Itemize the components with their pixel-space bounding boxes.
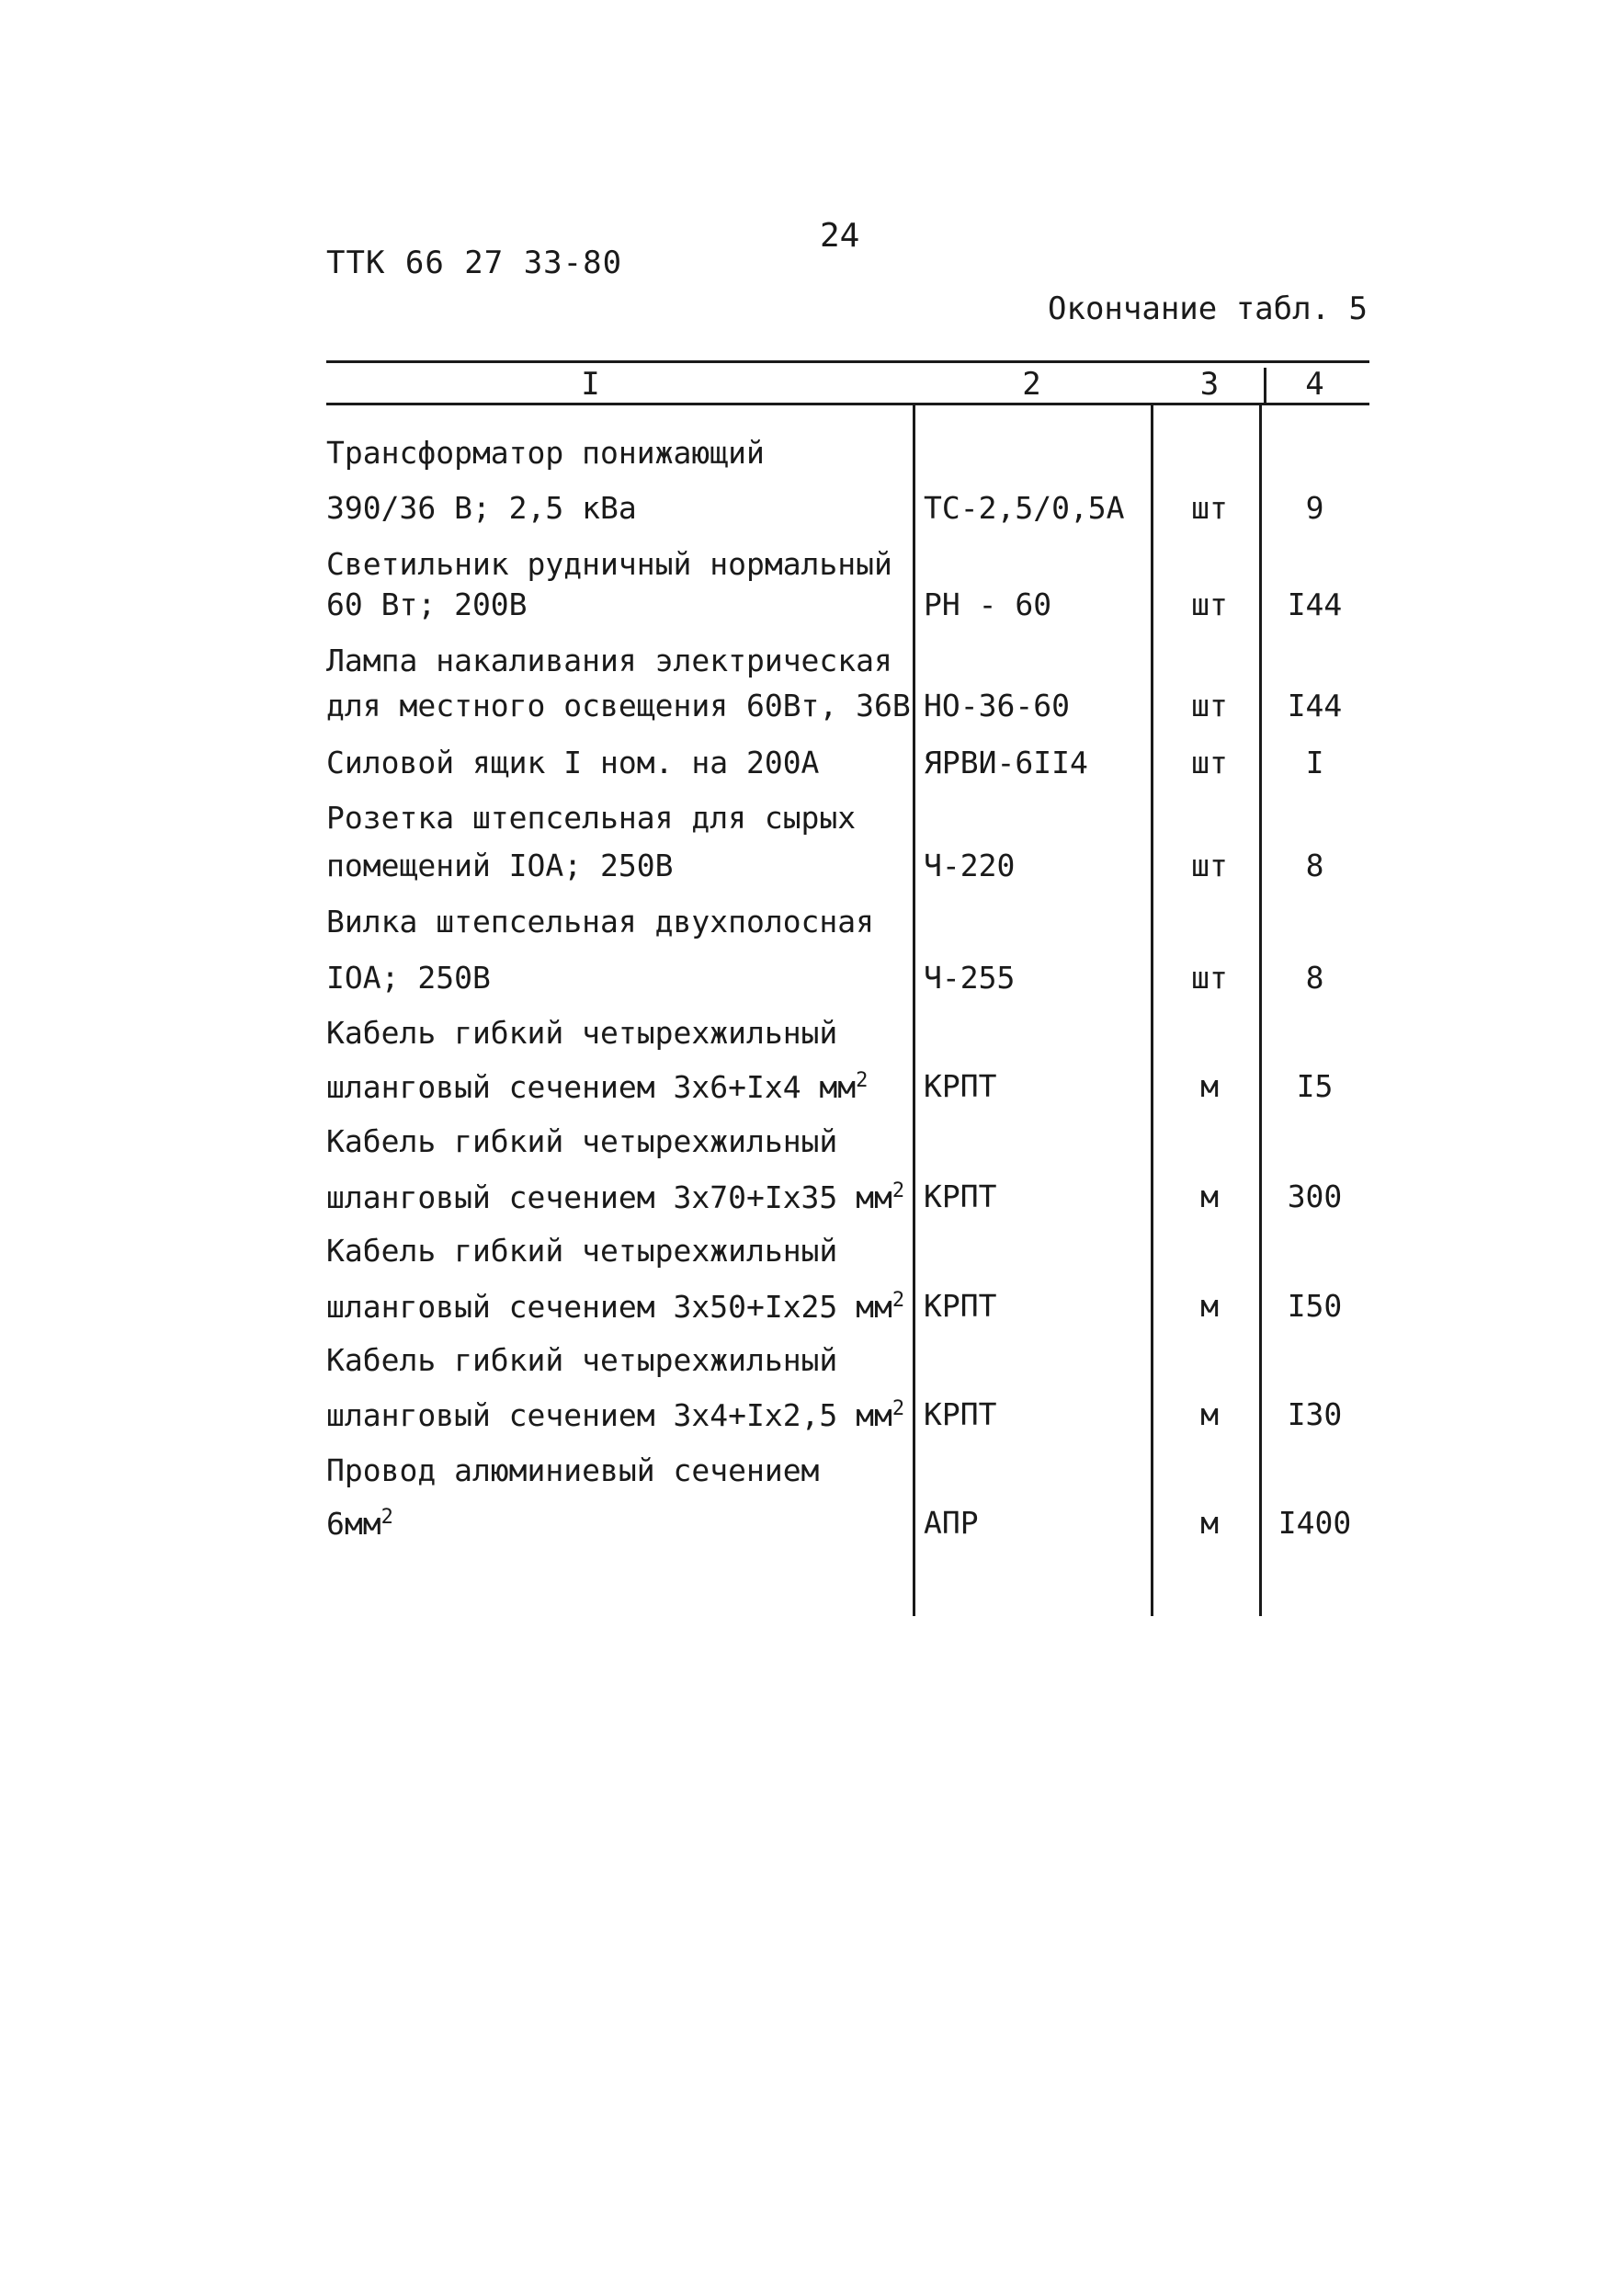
row-type: ЯРВИ-6II4 bbox=[924, 745, 1088, 780]
column-divider bbox=[913, 403, 915, 1616]
row-name-line-1: Кабель гибкий четырехжильный bbox=[326, 1015, 838, 1051]
row-name-line-1: Кабель гибкий четырехжильный bbox=[326, 1233, 838, 1269]
row-quantity: 9 bbox=[1305, 490, 1324, 526]
table-header-rule bbox=[326, 403, 1369, 405]
row-quantity: 8 bbox=[1305, 848, 1324, 883]
row-name-text: 6мм bbox=[326, 1506, 381, 1542]
row-name-text: шланговый сечением 3x50+Ix25 мм bbox=[326, 1289, 892, 1325]
row-type: Ч-255 bbox=[924, 960, 1016, 996]
row-unit: шт bbox=[1191, 960, 1228, 996]
row-unit: шт bbox=[1191, 745, 1228, 780]
row-name-text: шланговый сечением 3x4+Ix2,5 мм bbox=[326, 1397, 892, 1433]
row-name-line-1: Провод алюминиевый сечением bbox=[326, 1452, 820, 1488]
row-name-line-1: Светильник рудничный нормальный bbox=[326, 546, 892, 582]
column-header-3: 3 bbox=[1199, 366, 1220, 403]
row-type: ТС-2,5/0,5А bbox=[924, 490, 1125, 526]
row-type: КРПТ bbox=[924, 1179, 997, 1214]
row-quantity: I bbox=[1305, 745, 1324, 780]
row-quantity: I50 bbox=[1287, 1288, 1343, 1324]
row-quantity: 300 bbox=[1287, 1179, 1343, 1214]
row-type: РН - 60 bbox=[924, 586, 1052, 622]
row-unit: м bbox=[1200, 1505, 1219, 1541]
column-divider bbox=[1151, 403, 1153, 1616]
row-name-line-2 bbox=[326, 586, 528, 622]
row-unit: шт bbox=[1191, 848, 1228, 883]
row-name-text: помещений IOA; 250В bbox=[326, 848, 674, 883]
row-unit: шт bbox=[1191, 490, 1228, 526]
row-type: НО-36-60 bbox=[924, 688, 1070, 723]
row-name-line-1: Силовой ящик I ном. на 200А bbox=[326, 745, 820, 780]
row-name-line-1: Кабель гибкий четырехжильный bbox=[326, 1123, 838, 1159]
row-name-text: 60 Вт; 200В bbox=[326, 586, 528, 622]
row-type: АПР bbox=[924, 1505, 979, 1541]
row-name-line-1: Лампа накаливания электрическая bbox=[326, 643, 892, 678]
row-quantity: I44 bbox=[1287, 586, 1343, 622]
row-quantity: I44 bbox=[1287, 688, 1343, 723]
column-header-2: 2 bbox=[1022, 366, 1041, 403]
row-unit: м bbox=[1200, 1396, 1219, 1432]
row-name-line-1: Розетка штепсельная для сырых bbox=[326, 800, 857, 836]
page-number: 24 bbox=[820, 217, 860, 255]
table-top-rule bbox=[326, 360, 1369, 363]
row-name-line-2 bbox=[326, 850, 674, 881]
row-name-line-2 bbox=[326, 960, 491, 996]
column-divider bbox=[1259, 403, 1262, 1616]
row-unit: м bbox=[1200, 1179, 1219, 1214]
row-unit: м bbox=[1200, 1288, 1219, 1324]
row-name-text: шланговый сечением 3x6+Ix4 мм bbox=[326, 1069, 857, 1105]
row-name-line-2 bbox=[326, 1506, 393, 1542]
row-name-text: для местного освещения 60Вт, 36В bbox=[326, 688, 911, 723]
table-caption: Окончание табл. 5 bbox=[1048, 290, 1368, 327]
unit-superscript: 2 bbox=[856, 1069, 869, 1092]
row-type: КРПТ bbox=[924, 1068, 997, 1104]
header-divider bbox=[1264, 368, 1266, 403]
row-quantity: 8 bbox=[1305, 960, 1324, 996]
row-unit: шт bbox=[1191, 586, 1228, 622]
row-unit: м bbox=[1200, 1068, 1219, 1104]
row-name-line-1: Вилка штепсельная двухполосная bbox=[326, 904, 875, 940]
row-quantity: I5 bbox=[1296, 1068, 1334, 1104]
unit-superscript: 2 bbox=[891, 1397, 905, 1420]
row-name-line-2 bbox=[326, 690, 911, 721]
row-name-line-2 bbox=[326, 1397, 905, 1433]
column-header-4: 4 bbox=[1305, 366, 1324, 403]
row-type: КРПТ bbox=[924, 1396, 997, 1432]
row-unit: шт bbox=[1191, 688, 1228, 723]
row-name-line-2 bbox=[326, 1181, 904, 1213]
row-name-line-1: Кабель гибкий четырехжильный bbox=[326, 1342, 838, 1378]
row-name-text: 390/36 В; 2,5 кВа bbox=[326, 490, 637, 526]
row-type: КРПТ bbox=[924, 1288, 997, 1324]
row-name-line-2 bbox=[326, 1289, 905, 1325]
row-name-text: шланговый сечением 3x70+Ix35 мм bbox=[326, 1179, 892, 1215]
row-name-line-2 bbox=[326, 490, 637, 526]
row-type: Ч-220 bbox=[924, 848, 1016, 883]
row-quantity: I400 bbox=[1278, 1505, 1352, 1541]
document-code: ТТК 66 27 33-80 bbox=[326, 245, 623, 281]
row-name-line-2 bbox=[326, 1069, 869, 1105]
unit-superscript: 2 bbox=[891, 1289, 905, 1312]
row-name-text: IOA; 250В bbox=[326, 960, 491, 996]
column-header-1: I bbox=[581, 366, 600, 403]
unit-superscript: 2 bbox=[891, 1179, 905, 1202]
row-quantity: I30 bbox=[1287, 1396, 1343, 1432]
unit-superscript: 2 bbox=[380, 1506, 393, 1529]
row-name-line-1: Трансформатор понижающий bbox=[326, 435, 765, 471]
